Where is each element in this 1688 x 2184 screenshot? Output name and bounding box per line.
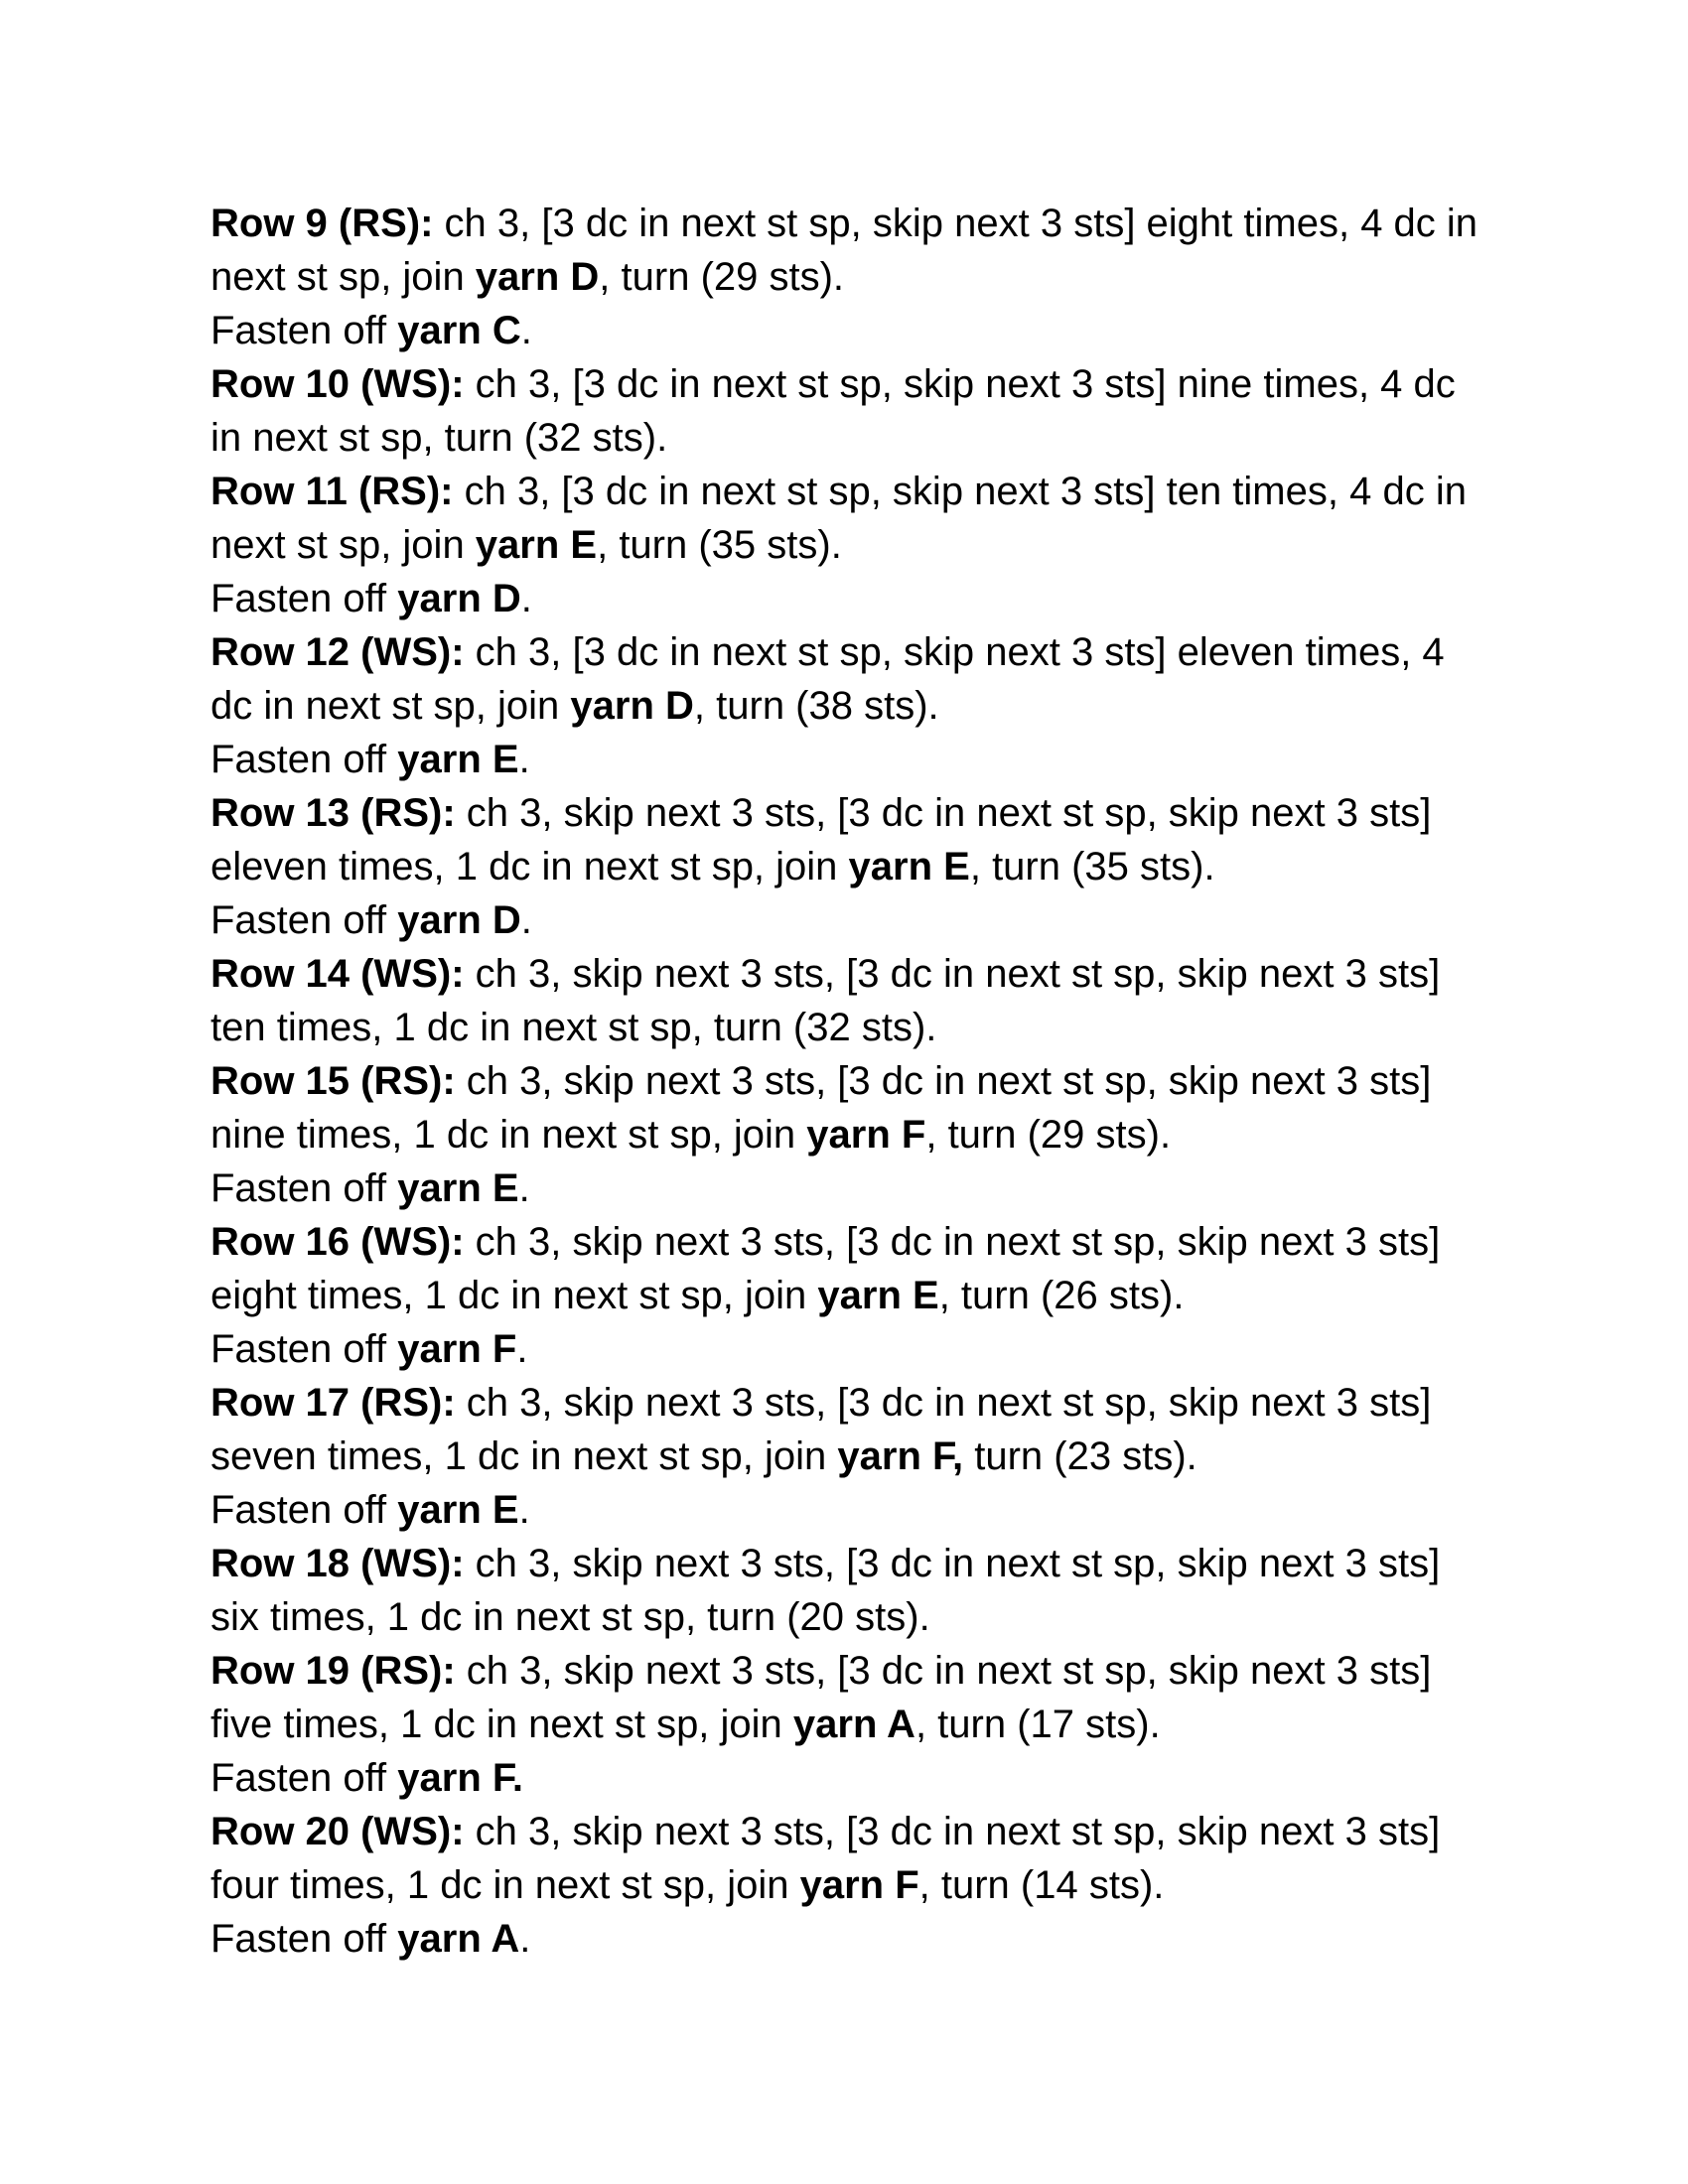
pattern-row-instruction [211,465,1491,572]
text: . [516,1327,528,1371]
text: Fasten off [211,1488,398,1532]
bold-text: Row 12 (WS): [211,630,465,674]
text: . [518,1166,530,1210]
bold-text: yarn A [792,1703,915,1746]
fasten-off-instruction [211,1483,1491,1537]
text: , turn (14 sts). [918,1863,1165,1907]
bold-text: yarn D [570,684,694,728]
text: Fasten off [211,1166,398,1210]
bold-text: yarn F [799,1863,919,1907]
text: , turn (29 sts). [925,1113,1172,1157]
text: ch 3, skip next 3 sts, [3 dc in next st sp, skip next 3 sts] five times, 1 dc in next st sp, join [211,1649,1432,1746]
text: Fasten off [211,1756,398,1800]
bold-text: yarn A [397,1917,520,1961]
bold-text: yarn E [817,1274,939,1317]
text: ch 3, skip next 3 sts, [3 dc in next st sp, skip next 3 sts] eight times, 1 dc in next st sp, join [211,1220,1441,1317]
bold-text: Row 14 (WS): [211,952,465,996]
pattern-row-instruction [211,1215,1491,1322]
bold-text: yarn E [848,845,970,888]
bold-text: Row 19 (RS): [211,1649,456,1693]
bold-text: yarn E [397,1488,519,1532]
text: Fasten off [211,1917,398,1961]
bold-text: Row 16 (WS): [211,1220,465,1264]
pattern-row-instruction [211,1644,1491,1751]
bold-text: yarn F, [837,1434,964,1478]
text: , turn (35 sts). [969,845,1215,888]
pattern-row-instruction [211,357,1491,465]
bold-text: yarn E [397,738,519,781]
pattern-row-instruction [211,1805,1491,1912]
pattern-row-instruction [211,1376,1491,1483]
fasten-off-instruction [211,1322,1491,1376]
fasten-off-instruction [211,1751,1491,1805]
bold-text: yarn D [475,255,600,299]
fasten-off-instruction [211,1161,1491,1215]
text: . [518,1488,530,1532]
bold-text: Row 13 (RS): [211,791,456,835]
bold-text: yarn C [397,309,521,352]
fasten-off-instruction [211,893,1491,947]
pattern-row-instruction [211,625,1491,733]
pattern-page [211,197,1491,1966]
text: ch 3, skip next 3 sts, [3 dc in next st sp, skip next 3 sts] six times, 1 dc in next st sp, turn (20 sts). [211,1542,1441,1639]
bold-text: yarn F [397,1327,517,1371]
text: ch 3, skip next 3 sts, [3 dc in next st sp, skip next 3 sts] eleven times, 1 dc in next st sp, join [211,791,1432,888]
text: , turn (29 sts). [599,255,845,299]
bold-text: Row 17 (RS): [211,1381,456,1425]
bold-text: Row 20 (WS): [211,1810,465,1853]
text: . [519,1917,531,1961]
bold-text: yarn E [475,523,598,567]
bold-text: Row 18 (WS): [211,1542,465,1585]
text: Fasten off [211,577,398,620]
bold-text: Row 9 (RS): [211,202,434,245]
text: ch 3, skip next 3 sts, [3 dc in next st sp, skip next 3 sts] ten times, 1 dc in next st sp, turn (32 sts). [211,952,1441,1049]
text: . [520,309,532,352]
fasten-off-instruction [211,304,1491,357]
fasten-off-instruction [211,572,1491,625]
text: ch 3, [3 dc in next st sp, skip next 3 sts] eleven times, 4 dc in next st sp, join [211,630,1445,728]
bold-text: yarn F [806,1113,926,1157]
text: . [518,738,530,781]
pattern-row-instruction [211,1537,1491,1644]
bold-text: yarn F. [397,1756,523,1800]
bold-text: Row 11 (RS): [211,470,454,513]
text: ch 3, skip next 3 sts, [3 dc in next st sp, skip next 3 sts] nine times, 1 dc in next st sp, join [211,1059,1432,1157]
text: ch 3, skip next 3 sts, [3 dc in next st sp, skip next 3 sts] seven times, 1 dc in next st sp, join [211,1381,1432,1478]
text: ch 3, [3 dc in next st sp, skip next 3 sts] ten times, 4 dc in next st sp, join [211,470,1467,567]
text: turn (23 sts). [963,1434,1197,1478]
fasten-off-instruction [211,733,1491,786]
text: , turn (26 sts). [938,1274,1185,1317]
text: Fasten off [211,1327,398,1371]
text: . [520,898,532,942]
pattern-row-instruction [211,947,1491,1054]
bold-text: Row 10 (WS): [211,362,465,406]
text: , turn (38 sts). [693,684,939,728]
fasten-off-instruction [211,1912,1491,1966]
text: ch 3, skip next 3 sts, [3 dc in next st sp, skip next 3 sts] four times, 1 dc in next st sp, join [211,1810,1441,1907]
text: ch 3, [3 dc in next st sp, skip next 3 sts] nine times, 4 dc in next st sp, turn (32 sts). [211,362,1456,460]
text: Fasten off [211,898,398,942]
bold-text: Row 15 (RS): [211,1059,456,1103]
pattern-row-instruction [211,197,1491,304]
text: , turn (17 sts). [914,1703,1161,1746]
pattern-row-instruction [211,786,1491,893]
bold-text: yarn D [397,577,521,620]
pattern-row-instruction [211,1054,1491,1161]
text: Fasten off [211,309,398,352]
bold-text: yarn D [397,898,521,942]
text: . [520,577,532,620]
bold-text: yarn E [397,1166,519,1210]
text: ch 3, [3 dc in next st sp, skip next 3 sts] eight times, 4 dc in next st sp, join [211,202,1478,299]
text: , turn (35 sts). [597,523,842,567]
text: Fasten off [211,738,398,781]
